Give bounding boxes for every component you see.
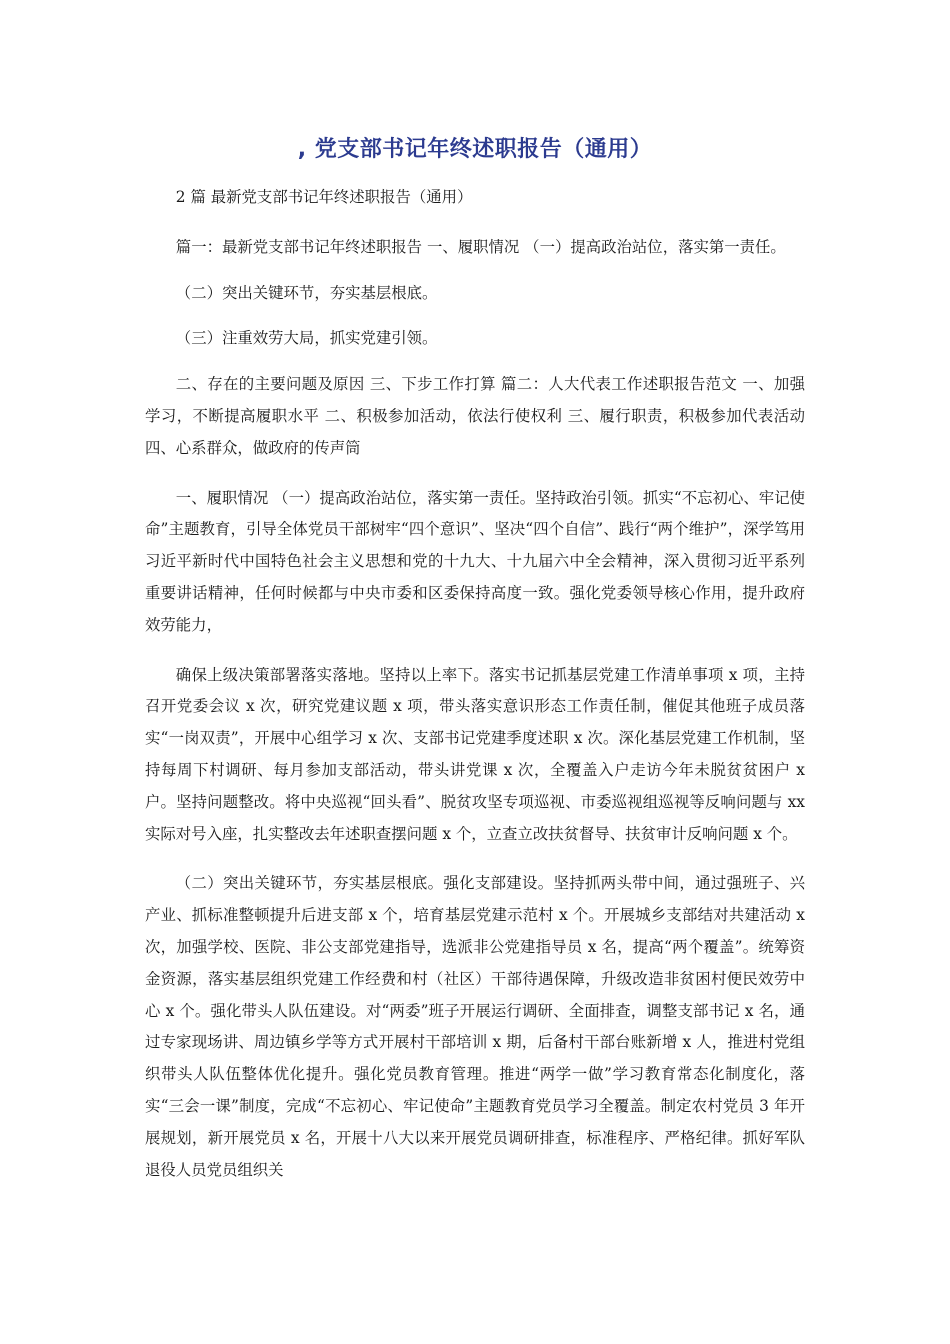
paragraph-section-1: 一、履职情况 （一）提高政治站位，落实第一责任。坚持政治引领。抓实“不忘初心、牢记使命”主题教育，引导全体党员干部树牢“四个意识”、坚决“四个自信”、践行“两个维护”，深学笃用习近平新时代中国特色社会主义思想和党的十九大、十九届六中全会精神，深入贯彻习近平系列重要讲话精神，任何时候都与中央市委和区委保持高度一致。强化党委领导核心作用，提升政府效劳能力， [145, 488, 805, 634]
paragraph-subtitle: 2 篇 最新党支部书记年终述职报告（通用） [175, 188, 473, 206]
paragraph-outline-3: （三）注重效劳大局，抓实党建引领。 [175, 329, 438, 348]
paragraph-section-3: （二）突出关键环节，夯实基层根底。强化支部建设。坚持抓两头带中间，通过强班子、兴产业、抓标准整顿提升后进支部 x 个，培育基层党建示范村 x 个。开展城乡支部结对共建活动 x 次，加强学校、医院、非公支部党建指导，选派非公党建指导员 x 名，提高“两个覆盖”。统筹资金资源，落实基层组织党建工作经费和村（社区）干部待遇保障，升级改造非贫困村便民效劳中心 x 个。强化带头人队伍建设。对“两委”班子开展运行调研、全面排查，调整支部书记 x 名，通过专家现场讲、周边镇乡学等方式开展村干部培训 x 期，后备村干部台账新增 x 人，推进村党组织带头人队伍整体优化提升。强化党员教育管理。推进“两学一做”学习教育常态化制度化，落实“三会一课”制度，完成“不忘初心、牢记使命”主题教育党员学习全覆盖。制定农村党员 3 年开展规划，新开展党员 x 名，开展十八大以来开展党员调研排查，标准程序、严格纪律。抓好军队退役人员党员组织关 [145, 874, 805, 1179]
document-body [145, 182, 805, 1204]
paragraph-section-2: 确保上级决策部署落实落地。坚持以上率下。落实书记抓基层党建工作清单事项 x 项，主持召开党委会议 x 次，研究党建议题 x 项，带头落实意识形态工作责任制，催促其他班子成员落实“一岗双责”，开展中心组学习 x 次、支部书记党建季度述职 x 次。深化基层党建工作机制，坚持每周下村调研、每月参加支部活动，带头讲党课 x 次，全覆盖入户走访今年未脱贫贫困户 x 户。坚持问题整改。将中央巡视“回头看”、脱贫攻坚专项巡视、市委巡视组巡视等反响问题与 xx 实际对号入座，扎实整改去年述职查摆问题 x 个，立查立改扶贫督导、扶贫审计反响问题 x 个。 [145, 665, 805, 843]
paragraph-outline-1: 篇一：最新党支部书记年终述职报告 一、履职情况 （一）提高政治站位，落实第一责任。 [175, 237, 786, 256]
paragraph-outline-2: （二）突出关键环节，夯实基层根底。 [175, 283, 438, 302]
paragraph-outline-4: 二、存在的主要问题及原因 三、下步工作打算 篇二：人大代表工作述职报告范文 一、加强学习，不断提高履职水平 二、积极参加活动，依法行使权利 三、履行职责，积极参加代表活动 四、心系群众，做政府的传声筒 [145, 375, 805, 457]
document-title: , 党支部书记年终述职报告（通用） [297, 137, 653, 162]
